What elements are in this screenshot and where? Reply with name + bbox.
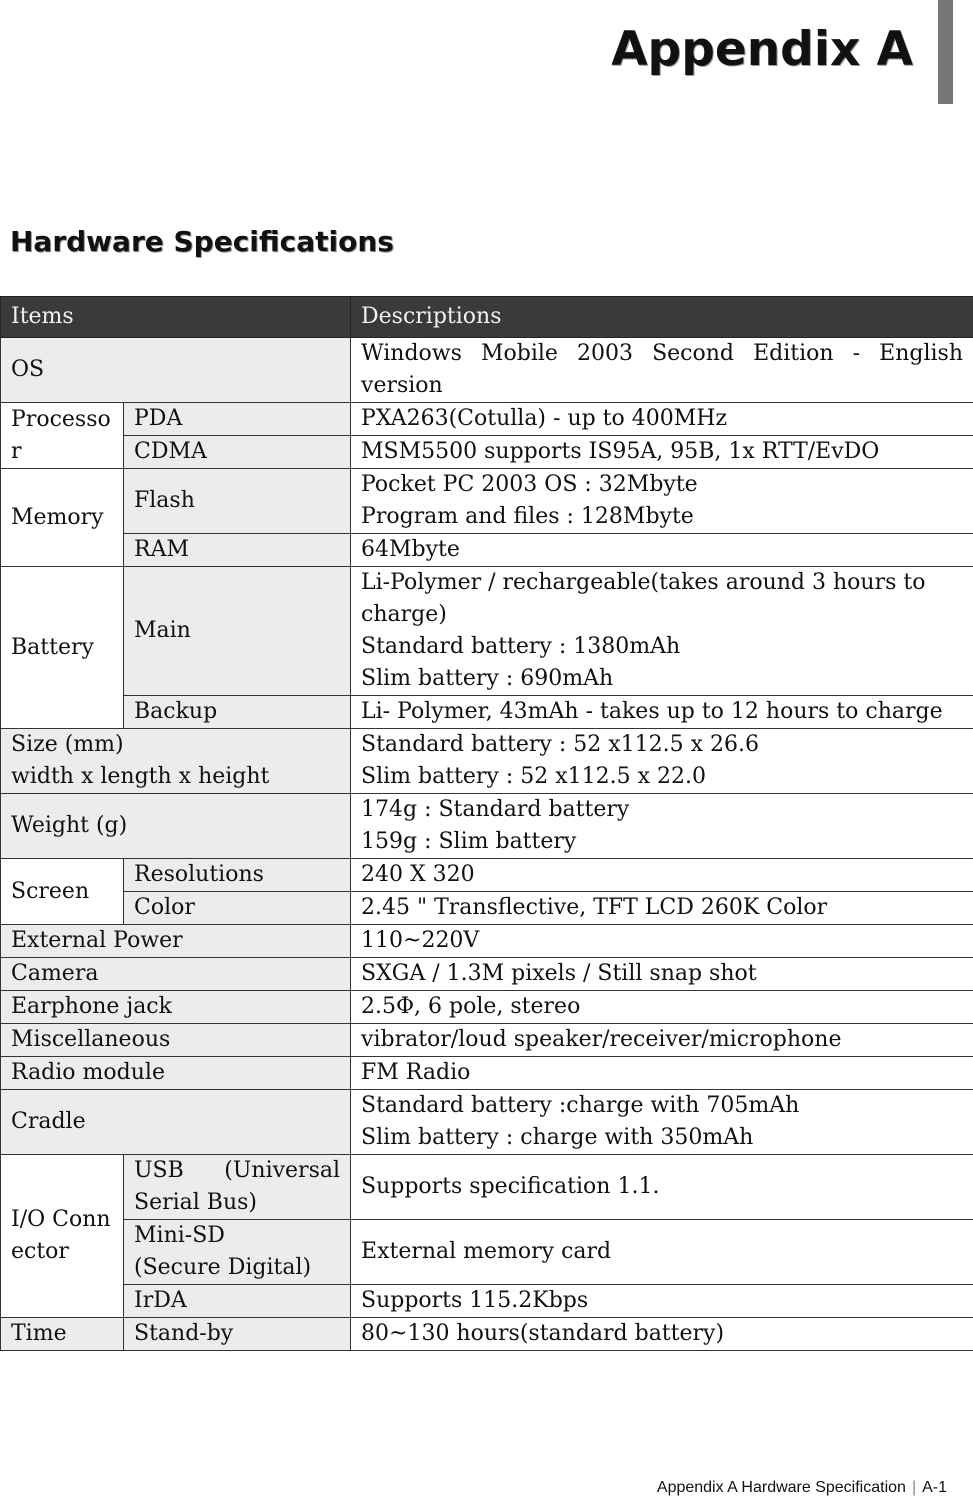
table-row <box>1 892 973 925</box>
memory-label: Memory <box>1 469 124 567</box>
battery-backup-desc: Li- Polymer, 43mAh - takes up to 12 hours to charge <box>351 696 973 729</box>
io-usb-label: USB (Universal Serial Bus) <box>124 1155 351 1220</box>
memory-flash-line: Program and files : 128Mbyte <box>361 504 694 529</box>
table-row <box>1 958 973 991</box>
external-power-label: External Power <box>1 925 351 958</box>
table-row <box>1 794 973 859</box>
io-label: I/O Connector <box>1 1155 124 1318</box>
size-desc-line: Standard battery : 52 x112.5 x 26.6 <box>361 732 760 757</box>
table-header-row <box>1 297 973 338</box>
table-row <box>1 696 973 729</box>
io-irda-label: IrDA <box>124 1285 351 1318</box>
screen-label: Screen <box>1 859 124 925</box>
battery-label: Battery <box>1 567 124 729</box>
table-row <box>1 859 973 892</box>
io-minisd-label <box>124 1220 351 1285</box>
time-label: Time <box>1 1318 124 1351</box>
battery-main-line: Slim battery : 690mAh <box>361 666 614 691</box>
processor-cdma-desc: MSM5500 supports IS95A, 95B, 1x RTT/EvDO <box>351 436 973 469</box>
page-footer <box>657 1478 947 1498</box>
os-desc: Windows Mobile 2003 Second Edition - English version <box>351 338 973 403</box>
os-label: OS <box>1 338 351 403</box>
table-row <box>1 925 973 958</box>
screen-color-desc: 2.45 " Transflective, TFT LCD 260K Color <box>351 892 973 925</box>
cradle-desc-line: Slim battery : charge with 350mAh <box>361 1125 754 1150</box>
camera-label: Camera <box>1 958 351 991</box>
processor-label: Processor <box>1 403 124 469</box>
title-accent-bar <box>938 0 953 104</box>
memory-ram-label: RAM <box>124 534 351 567</box>
io-minisd-line: (Secure Digital) <box>134 1255 312 1280</box>
io-minisd-desc: External memory card <box>351 1220 973 1285</box>
size-desc-line: Slim battery : 52 x112.5 x 22.0 <box>361 764 707 789</box>
io-usb-desc: Supports specification 1.1. <box>351 1155 973 1220</box>
table-row <box>1 1155 973 1220</box>
time-standby-desc: 80~130 hours(standard battery) <box>351 1318 973 1351</box>
size-label <box>1 729 351 794</box>
size-desc <box>351 729 973 794</box>
external-power-desc: 110~220V <box>351 925 973 958</box>
table-row <box>1 1318 973 1351</box>
processor-cdma-label: CDMA <box>124 436 351 469</box>
battery-main-line: Standard battery : 1380mAh <box>361 634 681 659</box>
screen-resolution-desc: 240 X 320 <box>351 859 973 892</box>
size-label-line: width x length x height <box>11 764 270 789</box>
camera-desc: SXGA / 1.3M pixels / Still snap shot <box>351 958 973 991</box>
io-irda-desc: Supports 115.2Kbps <box>351 1285 973 1318</box>
memory-flash-desc <box>351 469 973 534</box>
table-row <box>1 1024 973 1057</box>
processor-pda-label: PDA <box>124 403 351 436</box>
table-row <box>1 1220 973 1285</box>
footer-separator: | <box>911 1479 917 1496</box>
io-minisd-line: Mini-SD <box>134 1223 225 1248</box>
cradle-desc <box>351 1090 973 1155</box>
radio-label: Radio module <box>1 1057 351 1090</box>
radio-desc: FM Radio <box>351 1057 973 1090</box>
screen-resolution-label: Resolutions <box>124 859 351 892</box>
cradle-label: Cradle <box>1 1090 351 1155</box>
earphone-desc: 2.5Φ, 6 pole, stereo <box>351 991 973 1024</box>
table-row <box>1 469 973 534</box>
page-number: A-1 <box>922 1479 947 1496</box>
misc-label: Miscellaneous <box>1 1024 351 1057</box>
table-row <box>1 1057 973 1090</box>
battery-main-label: Main <box>124 567 351 696</box>
cradle-desc-line: Standard battery :charge with 705mAh <box>361 1093 800 1118</box>
table-row <box>1 991 973 1024</box>
time-standby-label: Stand-by <box>124 1318 351 1351</box>
size-label-line: Size (mm) <box>11 732 124 757</box>
misc-desc: vibrator/loud speaker/receiver/microphone <box>351 1024 973 1057</box>
table-row <box>1 403 973 436</box>
weight-desc-line: 159g : Slim battery <box>361 829 577 854</box>
hardware-spec-table <box>0 296 973 1351</box>
section-title: Hardware Specifications <box>10 225 394 258</box>
header-items: Items <box>1 297 351 338</box>
table-row <box>1 1285 973 1318</box>
appendix-title: Appendix A <box>611 22 913 77</box>
table-row <box>1 534 973 567</box>
header-descriptions: Descriptions <box>351 297 973 338</box>
weight-label: Weight (g) <box>1 794 351 859</box>
weight-desc-line: 174g : Standard battery <box>361 797 630 822</box>
table-row <box>1 1090 973 1155</box>
table-row <box>1 436 973 469</box>
battery-backup-label: Backup <box>124 696 351 729</box>
battery-main-desc <box>351 567 973 696</box>
table-row <box>1 567 973 696</box>
memory-ram-desc: 64Mbyte <box>351 534 973 567</box>
memory-flash-label: Flash <box>124 469 351 534</box>
battery-main-line: Li-Polymer / rechargeable(takes around 3 hours to charge) <box>361 570 926 627</box>
earphone-label: Earphone jack <box>1 991 351 1024</box>
processor-pda-desc: PXA263(Cotulla) - up to 400MHz <box>351 403 973 436</box>
weight-desc <box>351 794 973 859</box>
footer-text: Appendix A Hardware Specification <box>656 1479 906 1496</box>
memory-flash-line: Pocket PC 2003 OS : 32Mbyte <box>361 472 698 497</box>
screen-color-label: Color <box>124 892 351 925</box>
table-row <box>1 338 973 403</box>
table-row <box>1 729 973 794</box>
